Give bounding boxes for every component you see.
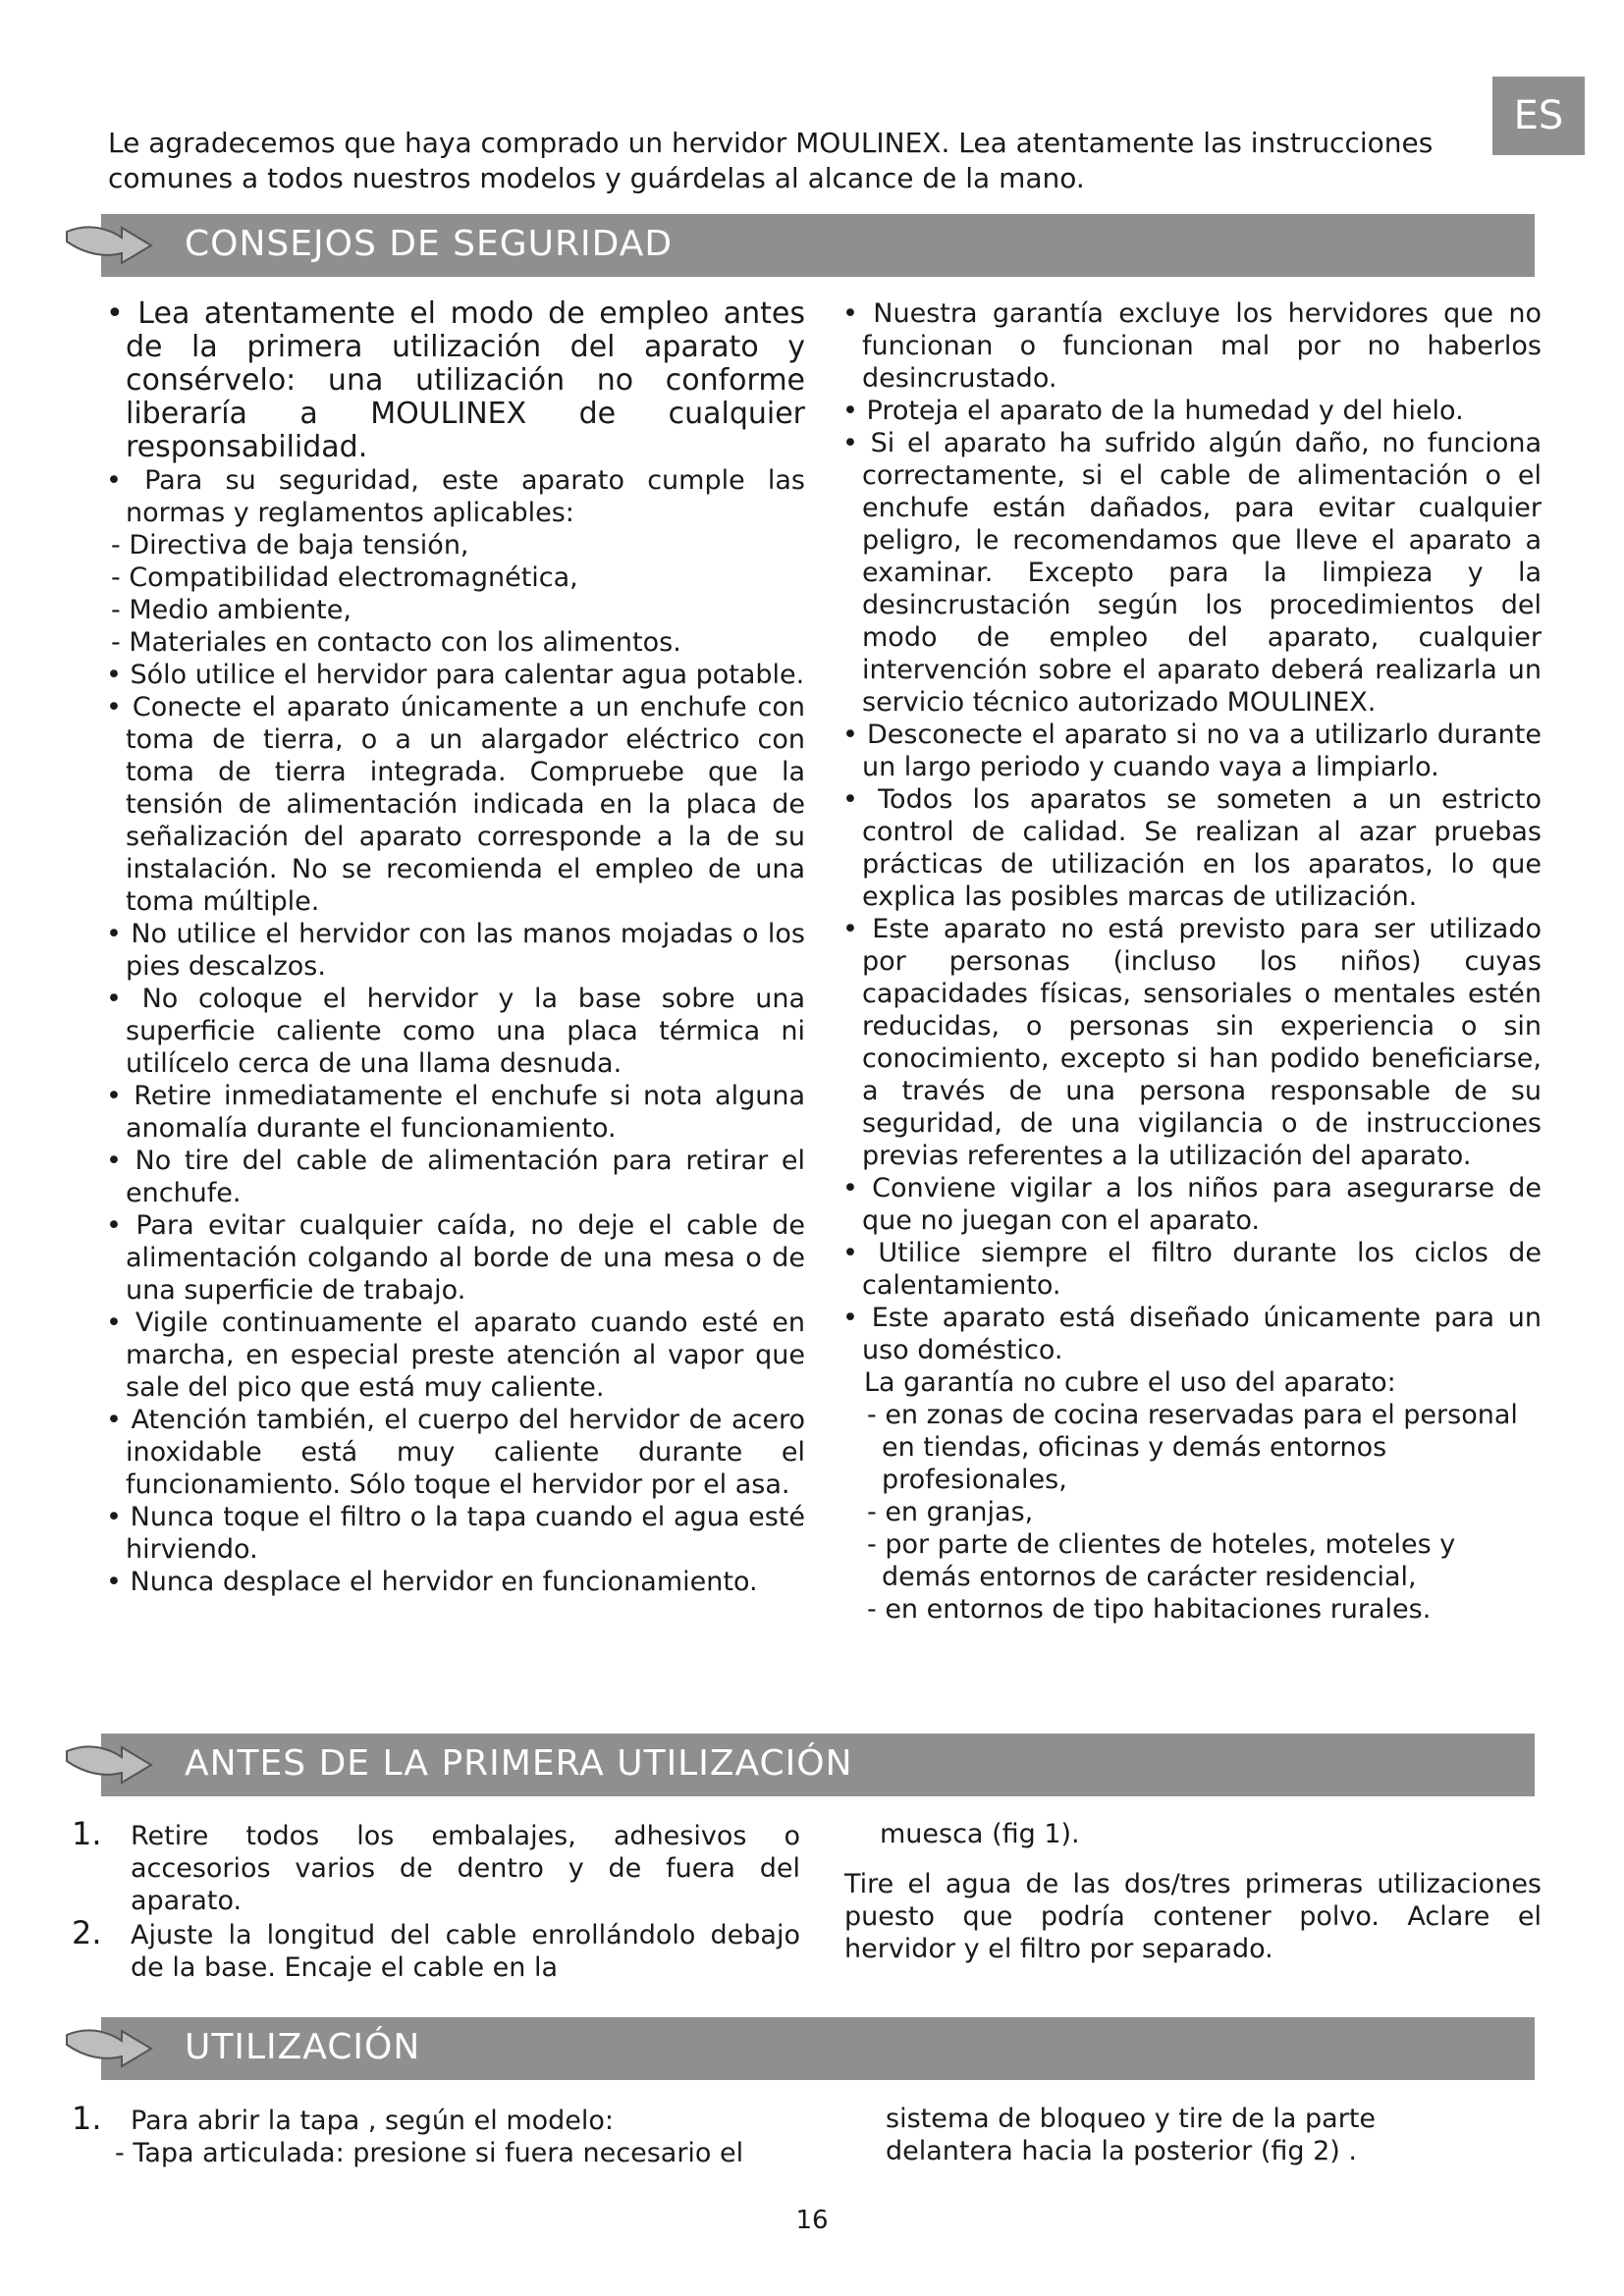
section-title-use: UTILIZACIÓN — [185, 2027, 421, 2067]
list-item: • Conviene vigilar a los niños para asegurarse de que no juegan con el aparato. — [842, 1173, 1542, 1236]
list-item: • Sólo utilice el hervidor para calentar agua potable. — [106, 660, 805, 690]
list-item: - en zonas de cocina reservadas para el personal en tiendas, oficinas y demás entornos profesionales, — [867, 1400, 1518, 1495]
language-code: ES — [1513, 93, 1564, 138]
list-item: • Proteja el aparato de la humedad y del hielo. — [842, 396, 1464, 426]
item-number: 1. — [72, 2100, 102, 2137]
item-text: Retire todos los embalajes, adhesivos o accesorios varios de dentro y de fuera del aparato. — [131, 1821, 800, 1916]
intro-paragraph: Le agradecemos que haya comprado un hervidor MOULINEX. Lea atentamente las instrucciones comunes a todos nuestros modelos y guárdelas al alcance de la mano. — [108, 127, 1434, 194]
section-title-safety: CONSEJOS DE SEGURIDAD — [185, 224, 674, 264]
item-text: Ajuste la longitud del cable enrollándolo debajo de la base. Encaje el cable en la — [131, 1920, 800, 1983]
item-text: Para abrir la tapa , según el modelo: — [131, 2106, 615, 2136]
list-item: • Nuestra garantía excluye los hervidores que no funcionan o funcionan mal por no haberlos desincrustado. — [842, 298, 1542, 394]
safety-left-column — [106, 297, 805, 1598]
numbered-item — [72, 2100, 800, 2137]
paragraph: sistema de bloqueo y tire de la parte delantera hacia la posterior (fig 2) . — [886, 2104, 1377, 2166]
use-right-column — [886, 2103, 1435, 2167]
numbered-item — [72, 1914, 800, 1984]
list-item: - en granjas, — [867, 1497, 1034, 1527]
list-item: • Para su seguridad, este aparato cumple las normas y reglamentos aplicables: — [106, 465, 805, 528]
list-item: - Materiales en contacto con los alimentos. — [111, 627, 681, 658]
list-item: • Utilice siempre el filtro durante los ciclos de calentamiento. — [842, 1238, 1542, 1301]
list-item: - por parte de clientes de hoteles, moteles y demás entornos de carácter residencial, — [867, 1529, 1456, 1592]
list-item: • No coloque el hervidor y la base sobre una superficie caliente como una placa térmica ni utilícelo cerca de una llama desnuda. — [106, 984, 805, 1079]
hand-arrow-icon — [61, 1735, 159, 1790]
list-item: • Conecte el aparato únicamente a un enchufe con toma de tierra, o a un alargador eléctrico con toma de tierra integrada. Compruebe que la tensión de alimentación indicada en la placa de señalización del aparato corresponde a la de su instalación. No se recomienda el empleo de una toma múltiple. — [106, 692, 805, 917]
use-left-column — [72, 2100, 800, 2169]
list-item: • Todos los aparatos se someten a un estricto control de calidad. Se realizan al azar pruebas prácticas de utilización en los aparatos, lo que explica las posibles marcas de utilización. — [842, 784, 1542, 912]
list-item: • No utilice el hervidor con las manos mojadas o los pies descalzos. — [106, 919, 805, 982]
list-item: • Atención también, el cuerpo del hervidor de acero inoxidable está muy caliente durante el funcionamiento. Sólo toque el hervidor por el asa. — [106, 1405, 805, 1500]
hand-arrow-icon — [61, 216, 159, 271]
safety-right-column — [842, 297, 1542, 1626]
list-item: • No tire del cable de alimentación para retirar el enchufe. — [106, 1146, 805, 1208]
list-item: - Medio ambiente, — [111, 595, 352, 625]
language-tab — [1492, 77, 1585, 155]
list-item: • Este aparato está diseñado únicamente para un uso doméstico. — [842, 1303, 1542, 1365]
page-number: 16 — [795, 2206, 829, 2235]
list-item: - en entornos de tipo habitaciones rurales. — [867, 1594, 1432, 1625]
list-item: - Directiva de baja tensión, — [111, 530, 469, 561]
list-item: La garantía no cubre el uso del aparato: — [864, 1367, 1396, 1398]
list-item: • Si el aparato ha sufrido algún daño, no funciona correctamente, si el cable de alimentación o el enchufe están dañados, para evitar cualquier peligro, le recomendamos que lleve el aparato a examinar. Excepto para la limpieza y la desincrustación según los procedimientos del modo de empleo del aparato, cualquier intervención sobre el aparato deberá realizarla un servicio técnico autorizado MOULINEX. — [842, 428, 1542, 718]
list-item: • Nunca toque el filtro o la tapa cuando el agua esté hirviendo. — [106, 1502, 805, 1565]
item-number: 2. — [72, 1914, 102, 1951]
first-use-right-column — [844, 1818, 1542, 1965]
list-item: • Para evitar cualquier caída, no deje el cable de alimentación colgando al borde de una mesa o de una superficie de trabajo. — [106, 1210, 805, 1306]
section-title-first-use: ANTES DE LA PRIMERA UTILIZACIÓN — [185, 1743, 853, 1784]
hand-arrow-icon — [61, 2019, 159, 2074]
list-item: • Lea atentamente el modo de empleo antes de la primera utilización del aparato y consérvelo: una utilización no conforme liberaría a MOULINEX de cualquier responsabilidad. — [106, 296, 805, 464]
first-use-left-column — [72, 1815, 800, 1984]
continued-text: muesca (fig 1). — [880, 1819, 1080, 1849]
numbered-item — [72, 1815, 800, 1917]
paragraph: Tire el agua de las dos/tres primeras utilizaciones puesto que podría contener polvo. Aclare el hervidor y el filtro por separado. — [844, 1869, 1542, 1964]
list-item: • Nunca desplace el hervidor en funcionamiento. — [106, 1567, 758, 1597]
list-item: - Tapa articulada: presione si fuera necesario el — [115, 2138, 744, 2168]
list-item: - Compatibilidad electromagnética, — [111, 562, 578, 593]
list-item: • Vigile continuamente el aparato cuando esté en marcha, en especial preste atención al vapor que sale del pico que está muy caliente. — [106, 1308, 805, 1403]
list-item: • Retire inmediatamente el enchufe si nota alguna anomalía durante el funcionamiento. — [106, 1081, 805, 1144]
item-number: 1. — [72, 1815, 102, 1852]
list-item: • Desconecte el aparato si no va a utilizarlo durante un largo periodo y cuando vaya a limpiarlo. — [842, 720, 1542, 782]
list-item: • Este aparato no está previsto para ser utilizado por personas (incluso los niños) cuyas capacidades físicas, sensoriales o mentales estén reducidas, o personas sin experiencia o sin conocimiento, excepto si han podido beneficiarse, a través de una persona responsable de su seguridad, de una vigilancia o de instrucciones previas referentes a la utilización del aparato. — [842, 914, 1542, 1171]
